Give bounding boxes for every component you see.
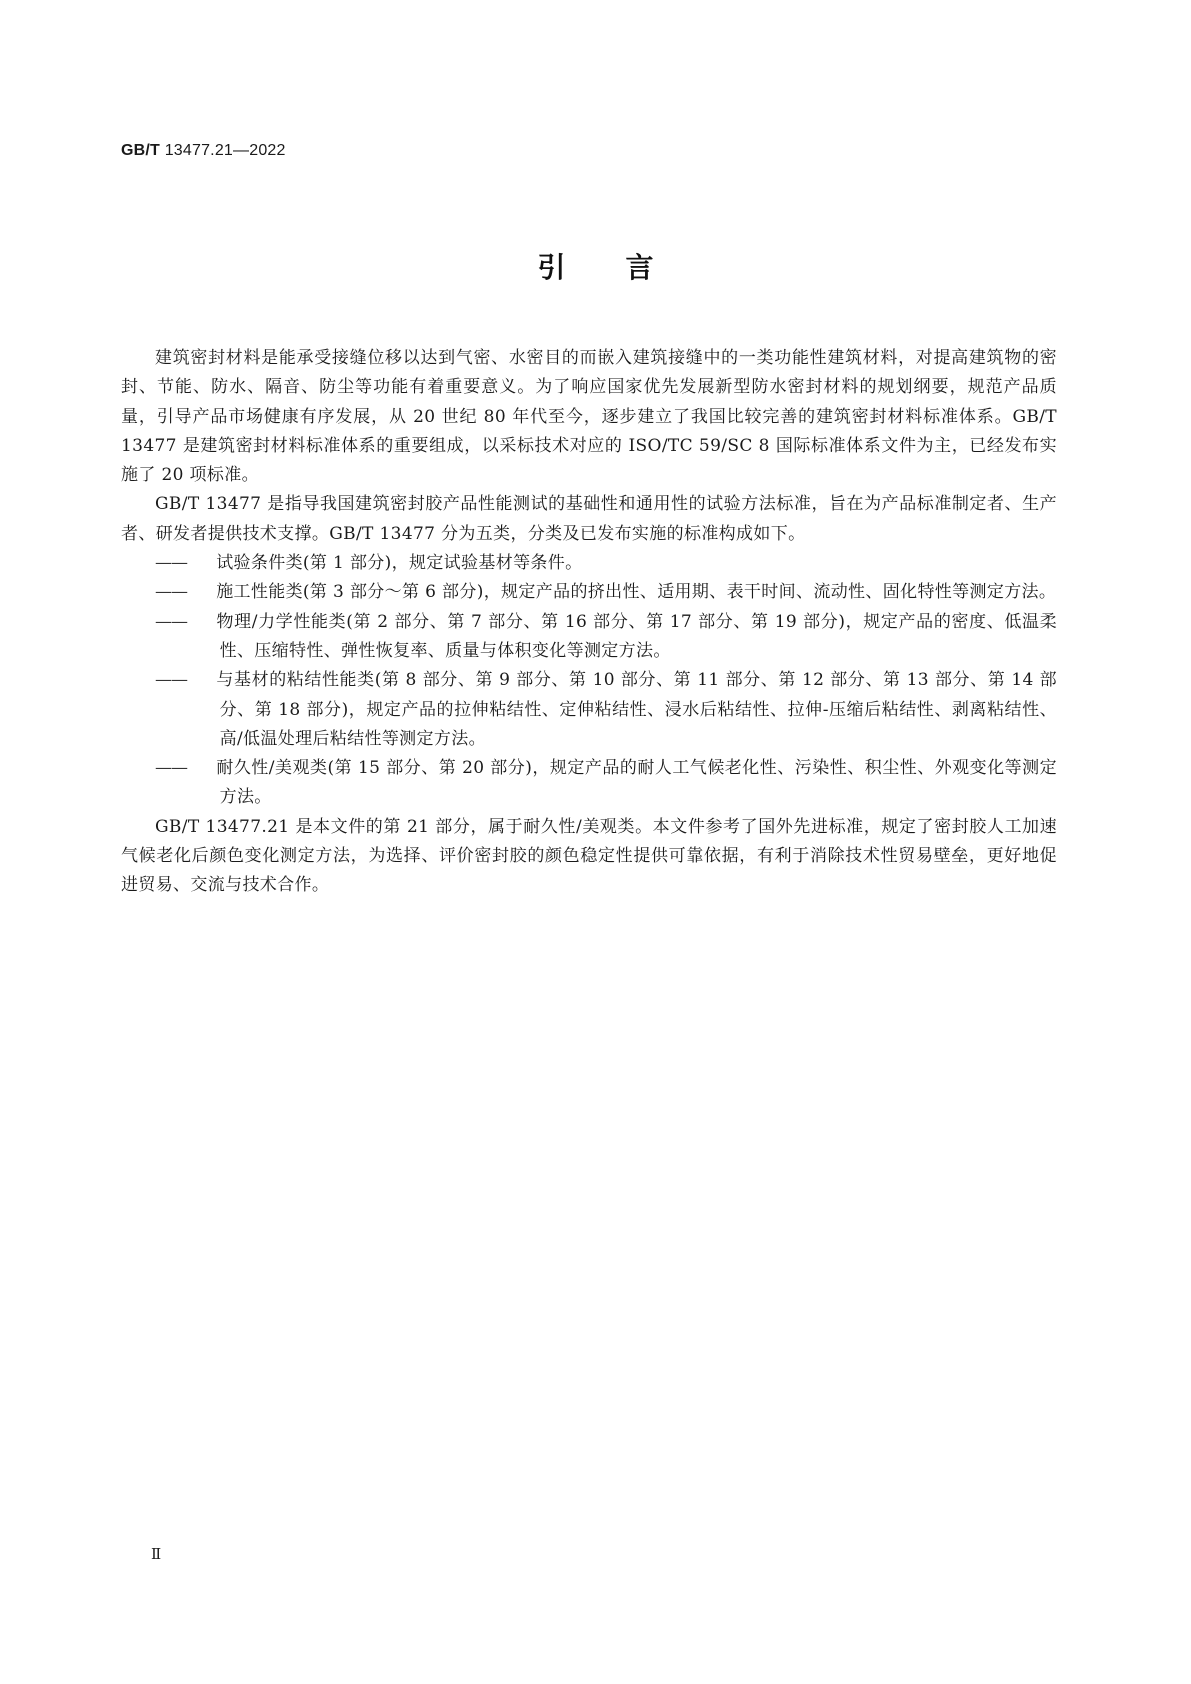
intro-paragraph-2: GB/T 13477 是指导我国建筑密封胶产品性能测试的基础性和通用性的试验方法标准，旨在为产品标准制定者、生产者、研发者提供技术支撑。GB/T 13477 分为五类，分类及已发布实施的标准构成如下。 — [121, 494, 1057, 544]
list-item-text: 物理/力学性能类(第 2 部分、第 7 部分、第 16 部分、第 17 部分、第 19 部分)，规定产品的密度、低温柔性、压缩特性、弹性恢复率、质量与体积变化等测定方法。 — [216, 611, 1057, 661]
list-item — [155, 666, 1057, 754]
list-item — [155, 549, 1057, 578]
list-dash: —— — [155, 611, 187, 632]
list-item-text: 施工性能类(第 3 部分～第 6 部分)，规定产品的挤出性、适用期、表干时间、流动性、固化特性等测定方法。 — [216, 582, 1057, 603]
page-number: Ⅱ — [151, 1545, 162, 1563]
list-item-text: 试验条件类(第 1 部分)，规定试验基材等条件。 — [216, 553, 583, 574]
standard-code — [121, 142, 286, 160]
list-dash: —— — [155, 553, 187, 574]
list-dash: —— — [155, 582, 187, 603]
list-dash: —— — [155, 670, 187, 691]
standard-code-number: 13477.21—2022 — [164, 142, 286, 159]
closing-paragraph: GB/T 13477.21 是本文件的第 21 部分，属于耐久性/美观类。本文件参考了国外先进标准，规定了密封胶人工加速气候老化后颜色变化测定方法，为选择、评价密封胶的颜色稳定性提供可靠依据，有利于消除技术性贸易壁垒，更好地促进贸易、交流与技术合作。 — [121, 816, 1057, 896]
intro-paragraph-1: 建筑密封材料是能承受接缝位移以达到气密、水密目的而嵌入建筑接缝中的一类功能性建筑材料，对提高建筑物的密封、节能、防水、隔音、防尘等功能有着重要意义。为了响应国家优先发展新型防水密封材料的规划纲要，规范产品质量，引导产品市场健康有序发展，从 20 世纪 80 年代至今，逐步建立了我国比较完善的建筑密封材料标准体系。GB/T 13477 是建筑密封材料标准体系的重要组成，以采标技术对应的 ISO/TC 59/SC 8 国际标准体系文件为主，已经发布实施了 20 项标准。 — [121, 348, 1057, 486]
document-body — [121, 344, 1057, 901]
page-title: 引言 — [537, 251, 714, 284]
list-dash: —— — [155, 758, 187, 779]
list-item-text: 耐久性/美观类(第 15 部分、第 20 部分)，规定产品的耐人工气候老化性、污染性、积尘性、外观变化等测定方法。 — [216, 758, 1057, 808]
standard-code-prefix: GB/T — [121, 142, 161, 159]
list-item — [155, 754, 1057, 813]
list-item-text: 与基材的粘结性能类(第 8 部分、第 9 部分、第 10 部分、第 11 部分、第 12 部分、第 13 部分、第 14 部分、第 18 部分)，规定产品的拉伸粘结性、定伸粘结性、浸水后粘结性、拉伸-压缩后粘结性、剥离粘结性、高/低温处理后粘结性等测定方法。 — [216, 670, 1057, 749]
list-item — [155, 578, 1057, 607]
list-item — [155, 608, 1057, 667]
